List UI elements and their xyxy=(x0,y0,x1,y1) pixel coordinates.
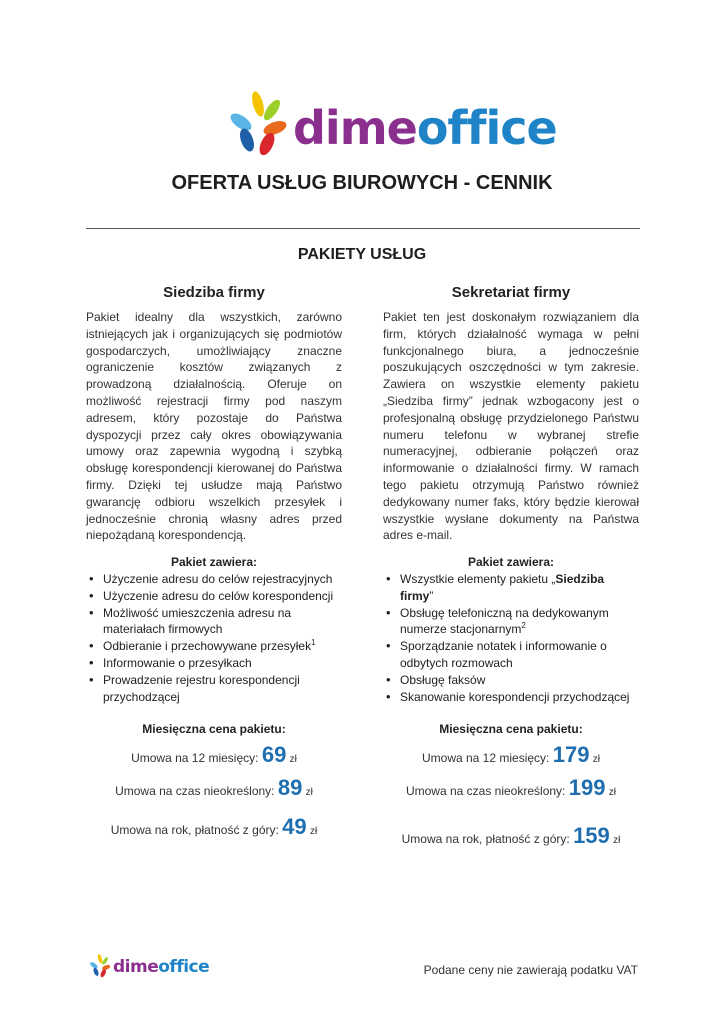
price-amount: 179 xyxy=(552,742,590,767)
list-item: • Sporządzanie notatek i informowanie o odbytych rozmowach xyxy=(383,638,639,672)
list-item: • Użyczenie adresu do celów korespondencji xyxy=(86,588,342,605)
list-item: • Obsługę faksów xyxy=(383,672,639,689)
flower-petals-icon xyxy=(225,88,291,160)
price-block-left xyxy=(86,722,342,839)
includes-title: Pakiet zawiera: xyxy=(170,555,258,569)
list-item: • Możliwość umieszczenia adresu na materiałach firmowych xyxy=(86,605,342,639)
price-row: Umowa na rok, płatność z góry: 159 zł xyxy=(401,823,621,848)
price-amount: 69 xyxy=(261,742,287,767)
price-row: Umowa na 12 miesięcy: 69 zł xyxy=(131,742,297,767)
price-row: Umowa na czas nieokreślony: 199 zł xyxy=(405,775,617,800)
package-title: Sekretariat firmy xyxy=(451,284,571,301)
footnote-ref: 1 xyxy=(311,638,316,648)
price-row: Umowa na rok, płatność z góry: 49 zł xyxy=(110,814,318,839)
footer-logo xyxy=(88,953,209,979)
list-item: • Wszystkie elementy pakietu „Siedziba firmy” xyxy=(383,571,639,605)
flower-petals-icon xyxy=(88,953,112,979)
price-block-right xyxy=(383,722,639,848)
price-title: Miesięczna cena pakietu: xyxy=(142,722,286,736)
company-logo xyxy=(225,88,557,160)
list-item: • Użyczenie adresu do celów rejestracyjnych xyxy=(86,571,342,588)
price-row: Umowa na czas nieokreślony: 89 zł xyxy=(115,775,313,800)
package-title: Siedziba firmy xyxy=(163,284,265,301)
list-item: • Obsługę telefoniczną na dedykowanym numerze stacjonarnym$^2$ xyxy=(383,605,639,639)
footer-note: Podane ceny nie zawierają podatku VAT xyxy=(423,963,638,977)
list-item: • Odbieranie i przechowywane przesyłek$^1$ xyxy=(86,638,342,655)
price-amount: 199 xyxy=(568,775,606,800)
package-description: Pakiet ten jest doskonałym rozwiązaniem dla firm, których działalność wymaga w pełni funkcjonalnego biura, a jednocześnie poszukujących oszczędności w tym zakresie. Zawiera on wszystkie elementy pakietu „Siedziba firmy” jednak wzbogacony jest o profesjonalną obsługę przydzielonego Państwu numeru telefonu w wybranej strefie numeracyjnej, odbieranie połączeń oraz informowanie o działalności firmy. W ramach tego pakietu otrzymują Państwo również dedykowany numer faks, który będzie kierował wszystkie wysłane dokumenty na Państwa adres e-mail. xyxy=(383,310,639,543)
list-item: • Informowanie o przesyłkach xyxy=(86,655,342,672)
price-amount: 159 xyxy=(573,823,610,848)
price-title: Miesięczna cena pakietu: xyxy=(439,722,583,736)
feature-list xyxy=(383,571,639,705)
feature-list xyxy=(86,571,342,705)
price-amount: 89 xyxy=(277,775,303,800)
list-item: • Prowadzenie rejestru korespondencji przychodzącej xyxy=(86,672,342,706)
price-amount: 49 xyxy=(282,814,307,839)
section-title: PAKIETY USŁUG xyxy=(297,246,427,263)
page-title: OFERTA USŁUG BIUROWYCH - CENNIK xyxy=(171,172,553,194)
package-siedziba xyxy=(86,284,342,705)
package-sekretariat xyxy=(383,284,639,705)
includes-title: Pakiet zawiera: xyxy=(467,555,555,569)
logo-text: dimeoffice xyxy=(113,957,210,977)
price-row: Umowa na 12 miesięcy: 179 zł xyxy=(421,742,601,767)
package-description: Pakiet idealny dla wszystkich, zarówno istniejących jak i organizujących się podmiotów gospodarczych, umożliwiający znaczne ograniczenie kosztów związanych z prowadzoną działalnością. Oferuje on możliwość rejestracji firmy pod naszym adresem, który pozostaje do Państwa dyspozycji przez cały okres obowiązywania umowy oraz zapewnia wygodną i szybką obsługę korespondencji kierowanej do Państwa firmy. Dzięki tej usłudze mają Państwo gwarancję odbioru wszelkich przesyłek i jednocześnie chronią własny adres przed niepożądaną korespondencją. xyxy=(86,310,342,543)
footnote-ref: 2 xyxy=(521,621,526,631)
divider xyxy=(86,228,640,229)
logo-text: dimeoffice xyxy=(293,101,557,155)
list-item: • Skanowanie korespondencji przychodzącej xyxy=(383,689,639,706)
